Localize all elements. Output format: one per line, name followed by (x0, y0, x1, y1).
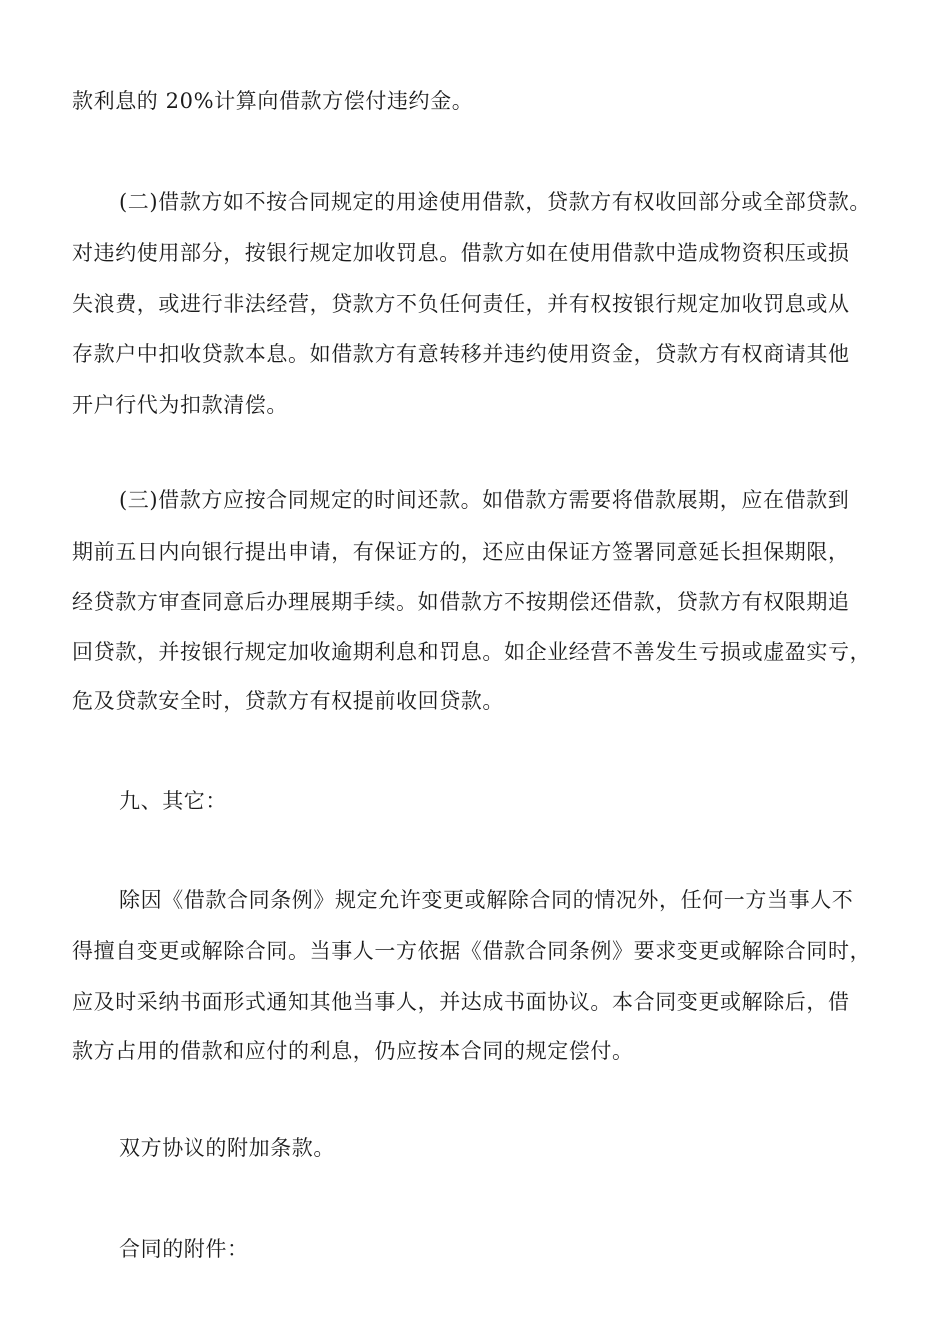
clause-2-line-5: 开户行代为扣款清偿。 (72, 393, 288, 417)
modification-line-2: 得擅自变更或解除合同。当事人一方依据《借款合同条例》要求变更或解除合同时， (72, 939, 872, 963)
section-heading-other: 九、其它： (119, 789, 227, 813)
additional-terms-line: 双方协议的附加条款。 (119, 1136, 335, 1160)
paragraph-continuation-line: 款利息的 20%计算向借款方偿付违约金。 (72, 89, 474, 113)
clause-3-line-5: 危及贷款安全时，贷款方有权提前收回贷款。 (72, 689, 504, 713)
clause-2-line-2: 对违约使用部分，按银行规定加收罚息。借款方如在使用借款中造成物资积压或损 (72, 241, 850, 265)
modification-line-3: 应及时采纳书面形式通知其他当事人，并达成书面协议。本合同变更或解除后，借 (72, 990, 850, 1014)
clause-3-line-4: 回贷款，并按银行规定加收逾期利息和罚息。如企业经营不善发生亏损或虚盈实亏， (72, 640, 872, 664)
modification-line-1: 除因《借款合同条例》规定允许变更或解除合同的情况外，任何一方当事人不 (119, 888, 854, 912)
modification-line-4: 款方占用的借款和应付的利息，仍应按本合同的规定偿付。 (72, 1039, 634, 1063)
clause-2-line-3: 失浪费，或进行非法经营，贷款方不负任何责任，并有权按银行规定加收罚息或从 (72, 292, 850, 316)
clause-3-line-3: 经贷款方审查同意后办理展期手续。如借款方不按期偿还借款，贷款方有权限期追 (72, 590, 850, 614)
clause-2-line-1: (二)借款方如不按合同规定的用途使用借款，贷款方有权收回部分或全部贷款。 (119, 190, 871, 214)
attachments-line: 合同的附件： (119, 1237, 249, 1261)
clause-2-line-4: 存款户中扣收贷款本息。如借款方有意转移并违约使用资金，贷款方有权商请其他 (72, 342, 850, 366)
clause-3-line-1: (三)借款方应按合同规定的时间还款。如借款方需要将借款展期，应在借款到 (119, 488, 850, 512)
clause-3-line-2: 期前五日内向银行提出申请，有保证方的，还应由保证方签署同意延长担保期限， (72, 540, 850, 564)
